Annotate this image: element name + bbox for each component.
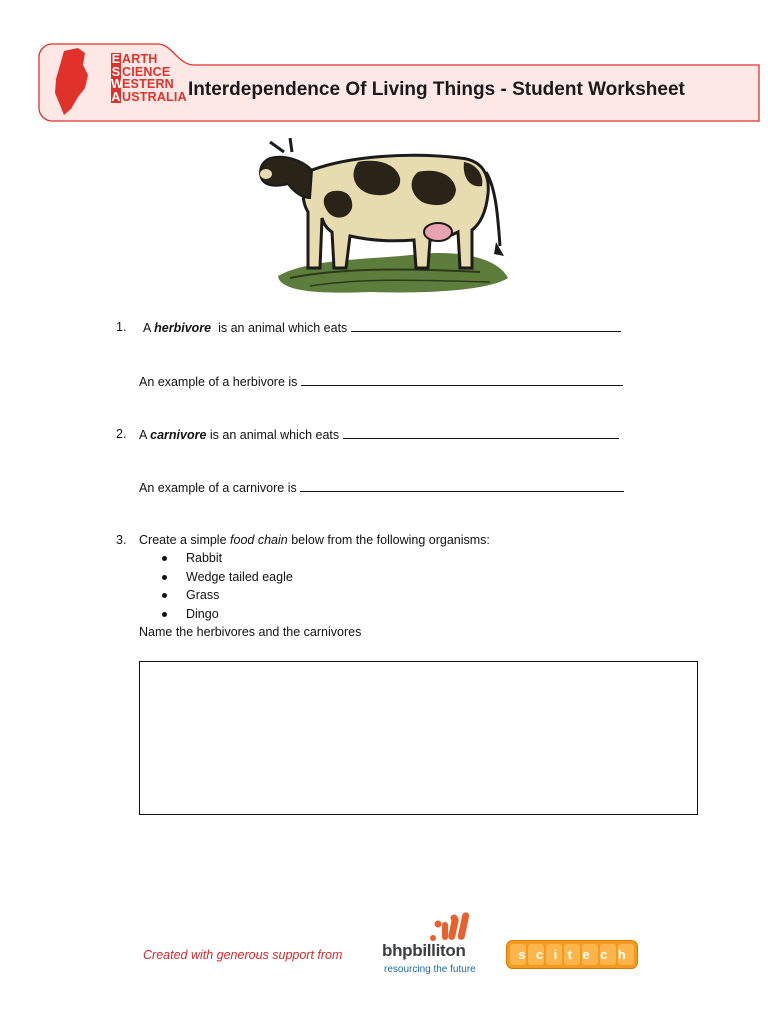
scitech-logo bbox=[506, 940, 638, 969]
logo-line: AUSTRALIA bbox=[111, 89, 187, 104]
bullet-icon bbox=[162, 593, 167, 598]
bullet-icon bbox=[162, 556, 167, 561]
term-carnivore: carnivore bbox=[150, 428, 207, 442]
bhp-wordmark: bhpbilliton bbox=[382, 941, 466, 960]
question-3 bbox=[116, 533, 490, 547]
list-item: Rabbit bbox=[162, 549, 293, 568]
answer-blank[interactable] bbox=[301, 374, 623, 386]
page-title: Interdependence Of Living Things - Student Worksheet bbox=[188, 79, 685, 100]
question-text: A herbivore is an animal which eats bbox=[143, 321, 348, 335]
term-food-chain: food chain bbox=[230, 533, 288, 547]
scitech-wordmark: s c i t e c h bbox=[518, 947, 626, 962]
bullet-icon bbox=[162, 612, 167, 617]
answer-blank[interactable] bbox=[351, 320, 621, 332]
question-2-example: An example of a carnivore is bbox=[139, 480, 624, 495]
question-1-example: An example of a herbivore is bbox=[139, 374, 623, 389]
question-number: 2. bbox=[116, 427, 127, 441]
list-item: Dingo bbox=[162, 605, 293, 624]
support-text: Created with generous support from bbox=[143, 948, 343, 962]
answer-blank[interactable] bbox=[300, 480, 624, 492]
cow-icon bbox=[250, 128, 512, 300]
question-2 bbox=[116, 427, 619, 442]
term-herbivore: herbivore bbox=[154, 321, 212, 335]
food-chain-answer-box[interactable] bbox=[139, 661, 698, 815]
header-banner bbox=[38, 43, 760, 122]
question-text: Create a simple food chain below from the following organisms: bbox=[139, 533, 490, 547]
question-text: A carnivore is an animal which eats bbox=[139, 428, 340, 442]
bhp-dots-icon bbox=[378, 910, 480, 944]
question-number: 1. bbox=[116, 320, 127, 334]
question-1 bbox=[116, 320, 621, 335]
list-item: Grass bbox=[162, 586, 293, 605]
bhp-billiton-logo bbox=[378, 910, 480, 980]
bhp-tagline: resourcing the future bbox=[384, 964, 476, 975]
question-number: 3. bbox=[116, 533, 127, 547]
logo-line: S CIENCE bbox=[111, 64, 171, 79]
answer-blank[interactable] bbox=[343, 427, 619, 439]
list-item: Wedge tailed eagle bbox=[162, 568, 293, 587]
bullet-icon bbox=[162, 575, 167, 580]
question-3-instruction: Name the herbivores and the carnivores bbox=[139, 625, 362, 639]
organism-list bbox=[162, 549, 293, 623]
logo-line: E ARTH bbox=[111, 52, 158, 66]
logo-line: WESTERN bbox=[111, 77, 174, 92]
